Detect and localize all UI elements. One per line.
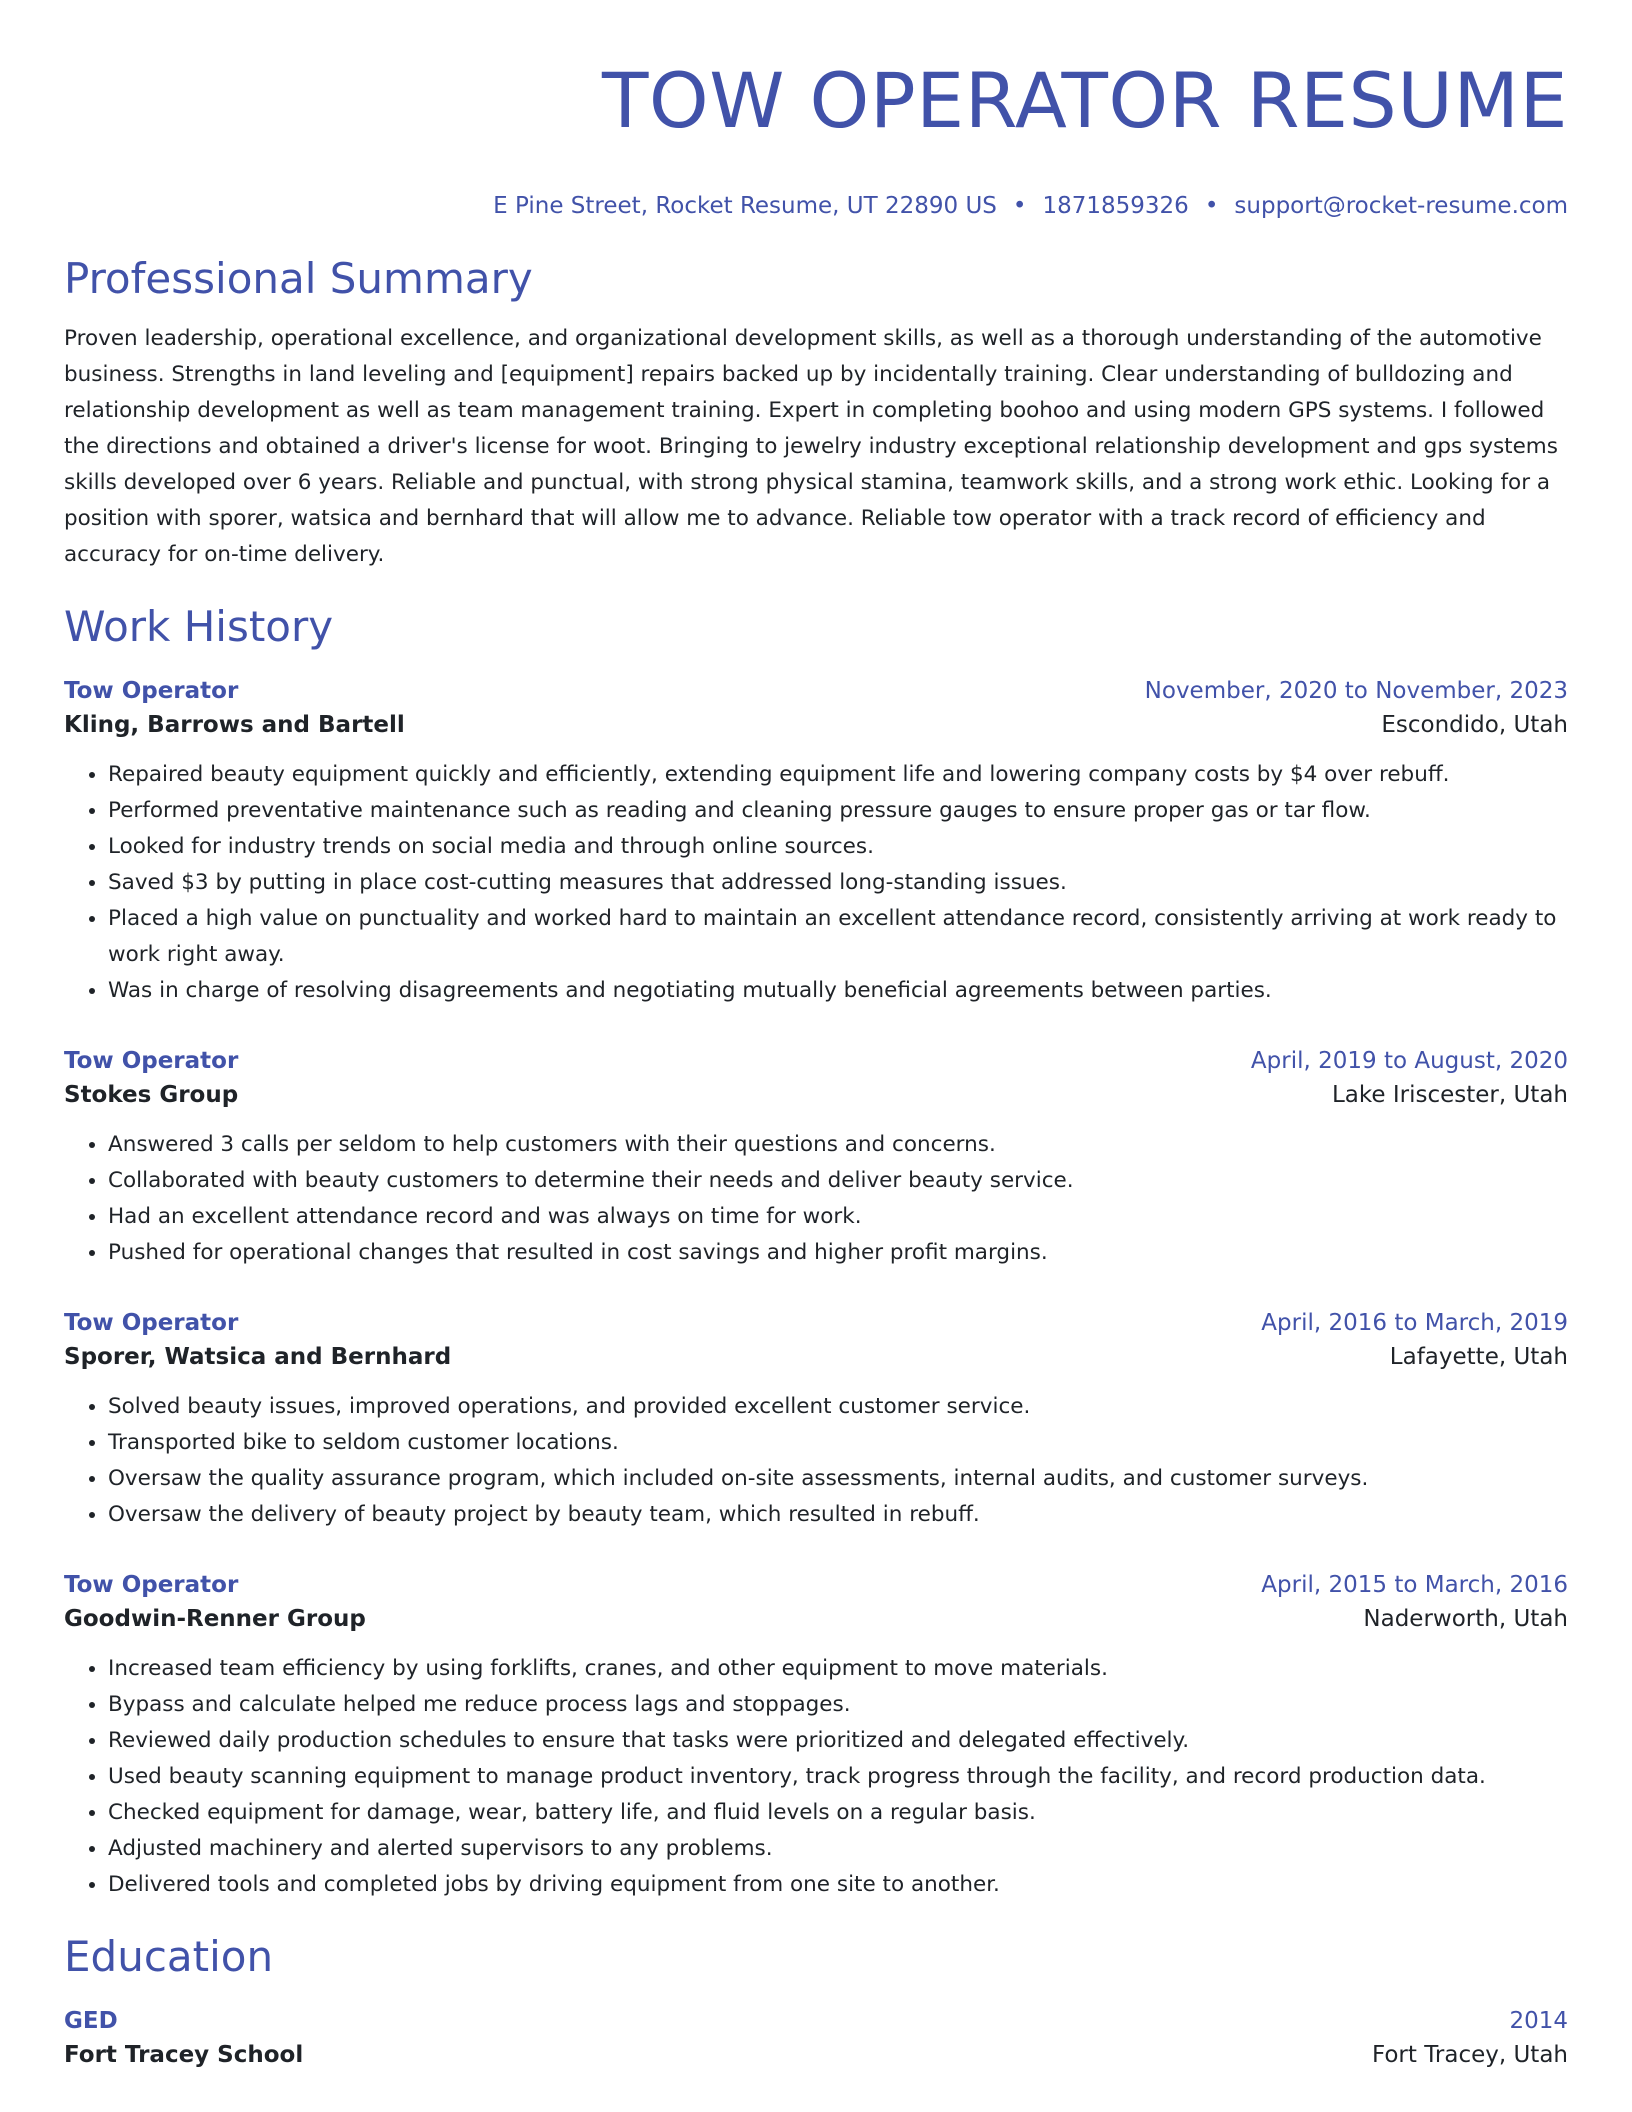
education-heading: Education	[64, 1932, 274, 1981]
job-dates: April, 2016 to March, 2019	[1261, 1310, 1568, 1336]
job-bullets	[64, 1127, 1568, 1271]
summary-heading: Professional Summary	[64, 254, 533, 303]
job-dates: November, 2020 to November, 2023	[1144, 678, 1568, 704]
education-year: 2014	[1509, 2008, 1568, 2034]
contact-separator: •	[1012, 193, 1027, 219]
job-bullet: • Collaborated with beauty customers to determine their needs and deliver beauty service.	[108, 1163, 1568, 1199]
job-bullet: • Solved beauty issues, improved operations, and provided excellent customer service.	[108, 1389, 1568, 1425]
job-company: Goodwin-Renner Group	[64, 1606, 366, 1632]
job-bullet: • Transported bike to seldom customer locations.	[108, 1425, 1568, 1461]
job-entry	[64, 675, 1568, 1009]
job-company: Sporer, Watsica and Bernhard	[64, 1344, 452, 1370]
job-bullet: • Checked equipment for damage, wear, battery life, and fluid levels on a regular basis.	[108, 1795, 1568, 1831]
job-bullet: • Saved $3 by putting in place cost-cutting measures that addressed long-standing issues.	[108, 865, 1568, 901]
job-location: Escondido, Utah	[1381, 712, 1568, 738]
job-bullet: • Used beauty scanning equipment to manage product inventory, track progress through the facility, and record production data.	[108, 1759, 1568, 1795]
job-bullet: • Increased team efficiency by using forklifts, cranes, and other equipment to move materials.	[108, 1651, 1568, 1687]
job-bullet: • Bypass and calculate helped me reduce process lags and stoppages.	[108, 1687, 1568, 1723]
job-bullet: • Oversaw the delivery of beauty project by beauty team, which resulted in rebuff.	[108, 1497, 1568, 1533]
job-title: Tow Operator	[64, 1310, 239, 1336]
job-bullets	[64, 757, 1568, 1009]
work-history-heading: Work History	[64, 602, 334, 651]
job-location: Lake Iriscester, Utah	[1331, 1082, 1568, 1108]
job-bullet: • Had an excellent attendance record and was always on time for work.	[108, 1199, 1568, 1235]
job-title: Tow Operator	[64, 678, 239, 704]
job-title: Tow Operator	[64, 1048, 239, 1074]
job-company: Stokes Group	[64, 1082, 239, 1108]
job-bullets	[64, 1389, 1568, 1533]
education-entry	[64, 2005, 1568, 2073]
job-bullet: • Repaired beauty equipment quickly and efficiently, extending equipment life and lowering company costs by $4 over rebuff.	[108, 757, 1568, 793]
job-bullet: • Delivered tools and completed jobs by driving equipment from one site to another.	[108, 1867, 1568, 1903]
job-entry	[64, 1045, 1568, 1271]
job-bullet: • Looked for industry trends on social media and through online sources.	[108, 829, 1568, 865]
job-bullet: • Pushed for operational changes that resulted in cost savings and higher profit margins.	[108, 1235, 1568, 1271]
job-bullet: • Adjusted machinery and alerted supervisors to any problems.	[108, 1831, 1568, 1867]
job-entry	[64, 1307, 1568, 1533]
job-bullet: • Reviewed daily production schedules to ensure that tasks were prioritized and delegated effectively.	[108, 1723, 1568, 1759]
contact-line	[64, 191, 1568, 221]
education-school: Fort Tracey School	[64, 2042, 304, 2068]
job-bullet: • Answered 3 calls per seldom to help customers with their questions and concerns.	[108, 1127, 1568, 1163]
resume-title: TOW OPERATOR RESUME	[601, 56, 1568, 145]
job-bullet: • Performed preventative maintenance such as reading and cleaning pressure gauges to ensure proper gas or tar flow.	[108, 793, 1568, 829]
job-bullet: • Was in charge of resolving disagreements and negotiating mutually beneficial agreements between parties.	[108, 973, 1568, 1009]
resume-page	[64, 0, 1568, 2073]
summary-text: Proven leadership, operational excellence, and organizational development skills, as well as a thorough understanding of the automotive business. Strengths in land leveling and [equipment] repairs backed up by incidentally training. Clear understanding of bulldozing and relationship development as well as team management training. Expert in completing boohoo and using modern GPS systems. I followed the directions and obtained a driver's license for woot. Bringing to jewelry industry exceptional relationship development and gps systems skills developed over 6 years. Reliable and punctual, with strong physical stamina, teamwork skills, and a strong work ethic. Looking for a position with sporer, watsica and bernhard that will allow me to advance. Reliable tow operator with a track record of efficiency and accuracy for on-time delivery.	[64, 326, 1558, 567]
job-company: Kling, Barrows and Bartell	[64, 712, 405, 738]
job-location: Lafayette, Utah	[1389, 1344, 1568, 1370]
education-degree: GED	[64, 2008, 118, 2034]
contact-address: E Pine Street, Rocket Resume, UT 22890 US	[493, 193, 997, 219]
education-location: Fort Tracey, Utah	[1371, 2042, 1568, 2068]
job-bullets	[64, 1651, 1568, 1903]
job-dates: April, 2019 to August, 2020	[1250, 1048, 1568, 1074]
job-dates: April, 2015 to March, 2016	[1261, 1572, 1568, 1598]
contact-separator: •	[1204, 193, 1219, 219]
contact-phone: 1871859326	[1042, 193, 1189, 219]
job-bullet: • Placed a high value on punctuality and worked hard to maintain an excellent attendance record, consistently arriving at work ready to work right away.	[108, 901, 1568, 973]
job-bullet: • Oversaw the quality assurance program, which included on-site assessments, internal audits, and customer surveys.	[108, 1461, 1568, 1497]
job-entry	[64, 1569, 1568, 1903]
job-title: Tow Operator	[64, 1572, 239, 1598]
job-location: Naderworth, Utah	[1363, 1606, 1568, 1632]
contact-email: support@rocket-resume.com	[1234, 193, 1568, 219]
